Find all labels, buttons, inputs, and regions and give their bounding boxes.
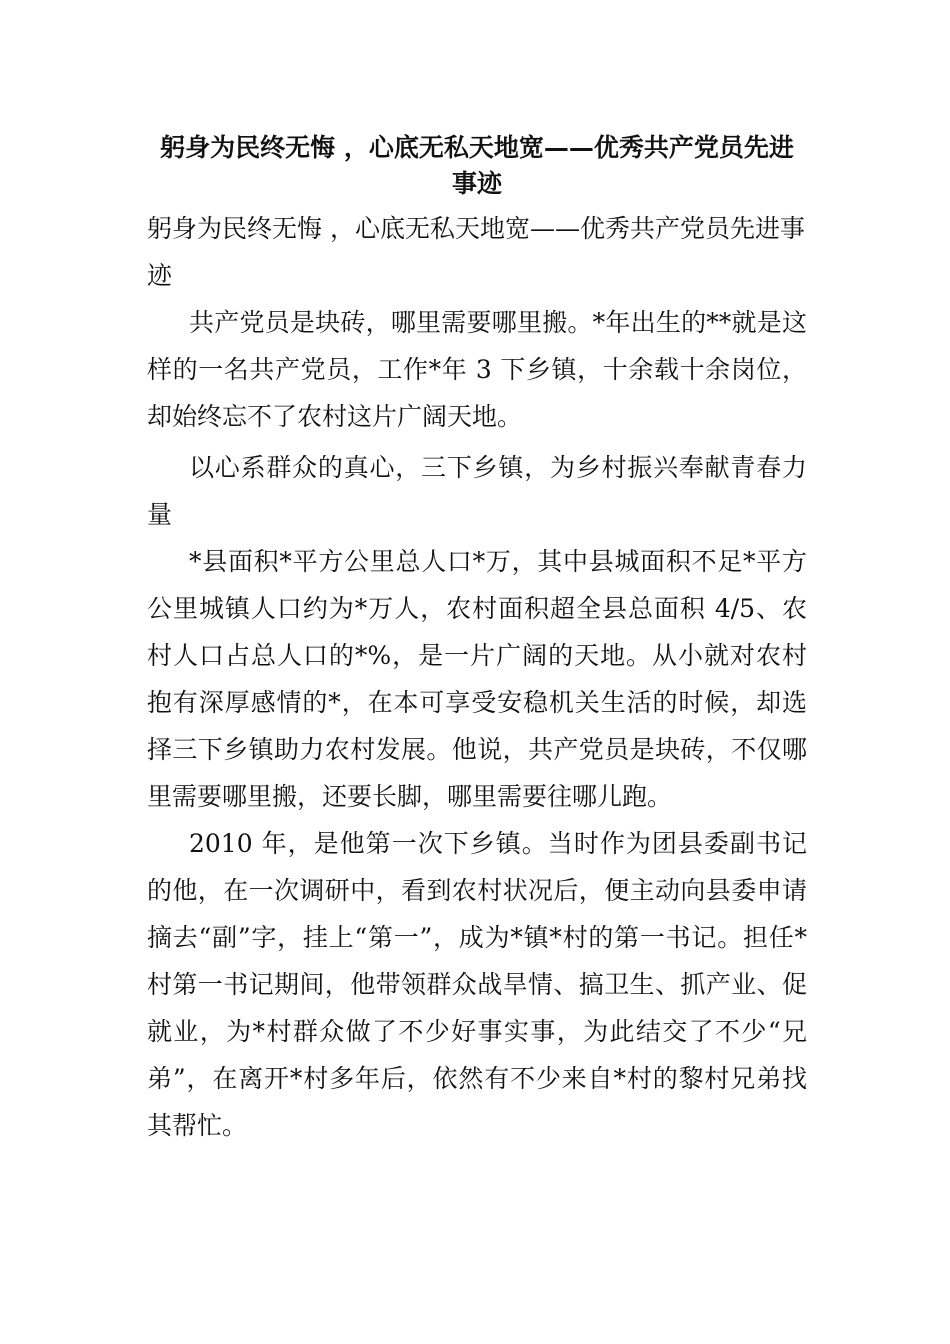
section-heading: 以心系群众的真心，三下乡镇，为乡村振兴奉献青春力量 bbox=[147, 453, 807, 529]
paragraph-county: *县面积*平方公里总人口*万，其中县城面积不足*平方公里城镇人口约为*万人，农村面积超全县总面积 4/5、农村人口占总人口的*%，是一片广阔的天地。从小就对农村抱有深厚感情的*，在本可享受安稳机关生活的时候，却选择三下乡镇助力农村发展。他说，共产党员是块砖，不仅哪里需要哪里搬，还要长脚，哪里需要往哪儿跑。 bbox=[147, 547, 807, 811]
document-page bbox=[147, 130, 807, 1149]
document-title bbox=[147, 130, 807, 202]
paragraph-intro: 共产党员是块砖，哪里需要哪里搬。*年出生的**就是这样的一名共产党员，工作*年 3 下乡镇，十余载十余岗位，却始终忘不了农村这片广阔天地。 bbox=[147, 308, 807, 431]
title-line-1: 躬身为民终无悔 ，心底无私天地宽——优秀共产党员先进 bbox=[160, 133, 794, 162]
paragraph-2010: 2010 年，是他第一次下乡镇。当时作为团县委副书记的他，在一次调研中，看到农村状况后，便主动向县委申请摘去“副”字，挂上“第一”，成为*镇*村的第一书记。担任*村第一书记期间，他带领群众战旱情、搞卫生、抓产业、促就业，为*村群众做了不少好事实事，为此结交了不少“兄弟”，在离开*村多年后，依然有不少来自*村的黎村兄弟找其帮忙。 bbox=[147, 829, 807, 1140]
document-subtitle: 躬身为民终无悔 ，心底无私天地宽——优秀共产党员先进事迹 bbox=[147, 214, 805, 290]
title-line-2: 事迹 bbox=[451, 169, 502, 198]
